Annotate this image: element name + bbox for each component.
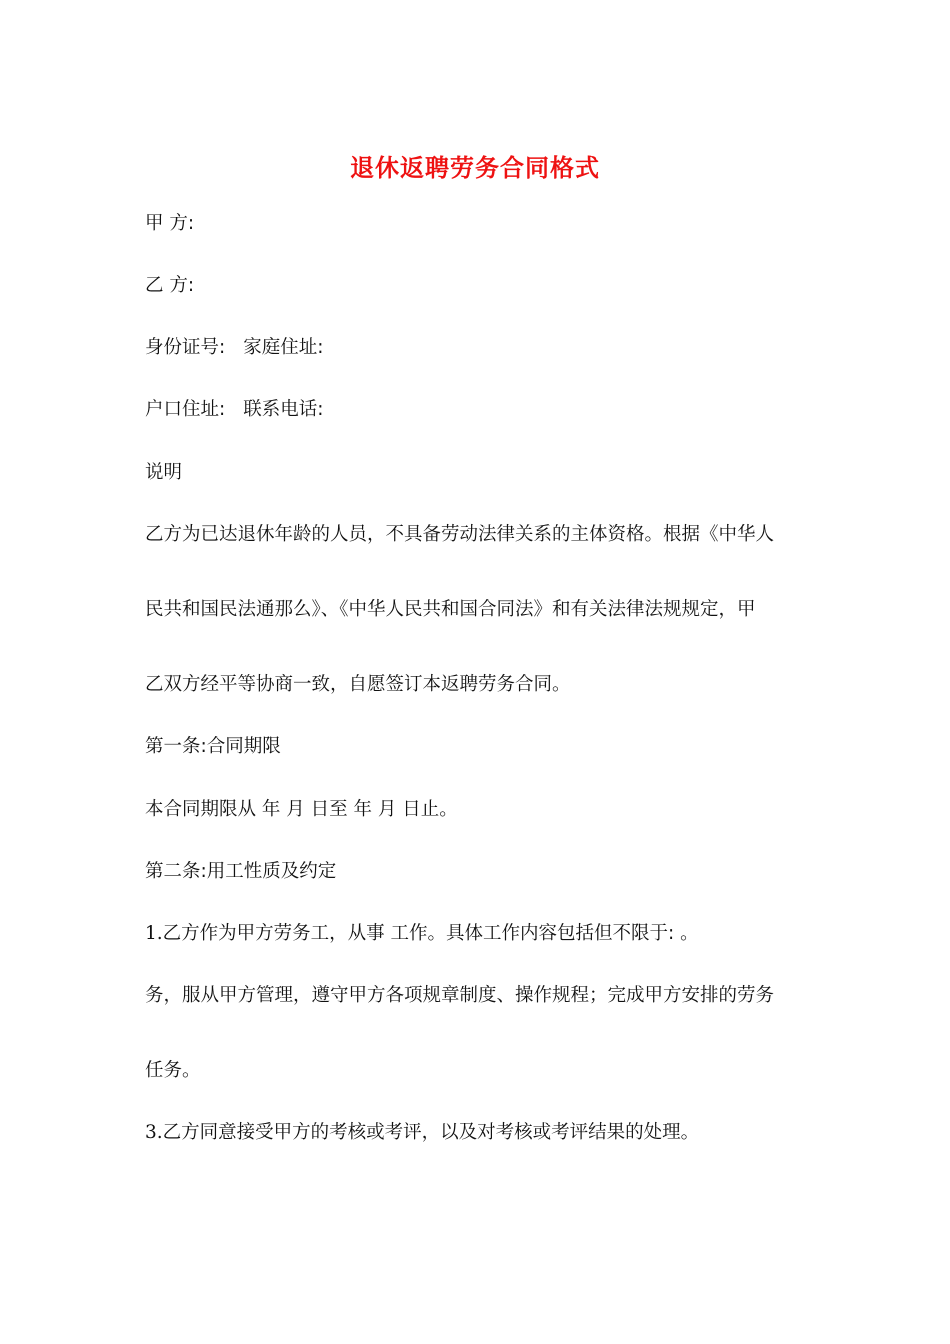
article-1-heading: 第一条:合同期限	[145, 736, 281, 757]
party-b-label: 乙 方:	[145, 275, 195, 296]
explanation-heading: 说明	[145, 462, 183, 483]
item-3-number: 3.	[145, 1122, 163, 1143]
item-3	[145, 1120, 805, 1146]
item-3-text: 乙方同意接受甲方的考核或考评，以及对考核或考评结果的处理。	[162, 1122, 700, 1143]
phone-label: 联系电话:	[243, 399, 324, 420]
explanation-line-2: 民共和国民法通那么》、《中华人民共和国合同法》和有关法律法规规定，甲	[145, 599, 756, 620]
document-title: 退休返聘劳务合同格式	[350, 153, 600, 182]
item-1	[145, 921, 805, 947]
home-address-label: 家庭住址:	[243, 337, 324, 358]
explanation-line-3: 乙双方经平等协商一致，自愿签订本返聘劳务合同。	[145, 674, 571, 695]
id-number-label: 身份证号:	[145, 337, 226, 358]
item-1-number: 1.	[145, 923, 163, 944]
explanation-line-1: 乙方为已达退休年龄的人员，不具备劳动法律关系的主体资格。根据《中华人	[145, 524, 775, 545]
article-2-heading: 第二条:用工性质及约定	[145, 861, 337, 882]
party-a-label: 甲 方:	[145, 213, 195, 234]
hukou-address-label: 户口住址:	[145, 399, 226, 420]
article-1-text: 本合同期限从 年 月 日至 年 月 日止。	[145, 799, 458, 820]
id-address-row	[145, 335, 805, 361]
hukou-phone-row	[145, 397, 805, 423]
item-1-text: 乙方作为甲方劳务工，从事 工作。具体工作内容包括但不限于: 。	[162, 923, 699, 944]
item-2-line-1: 务，服从甲方管理，遵守甲方各项规章制度、操作规程；完成甲方安排的劳务	[145, 985, 775, 1006]
item-2-line-2: 任务。	[145, 1060, 201, 1081]
